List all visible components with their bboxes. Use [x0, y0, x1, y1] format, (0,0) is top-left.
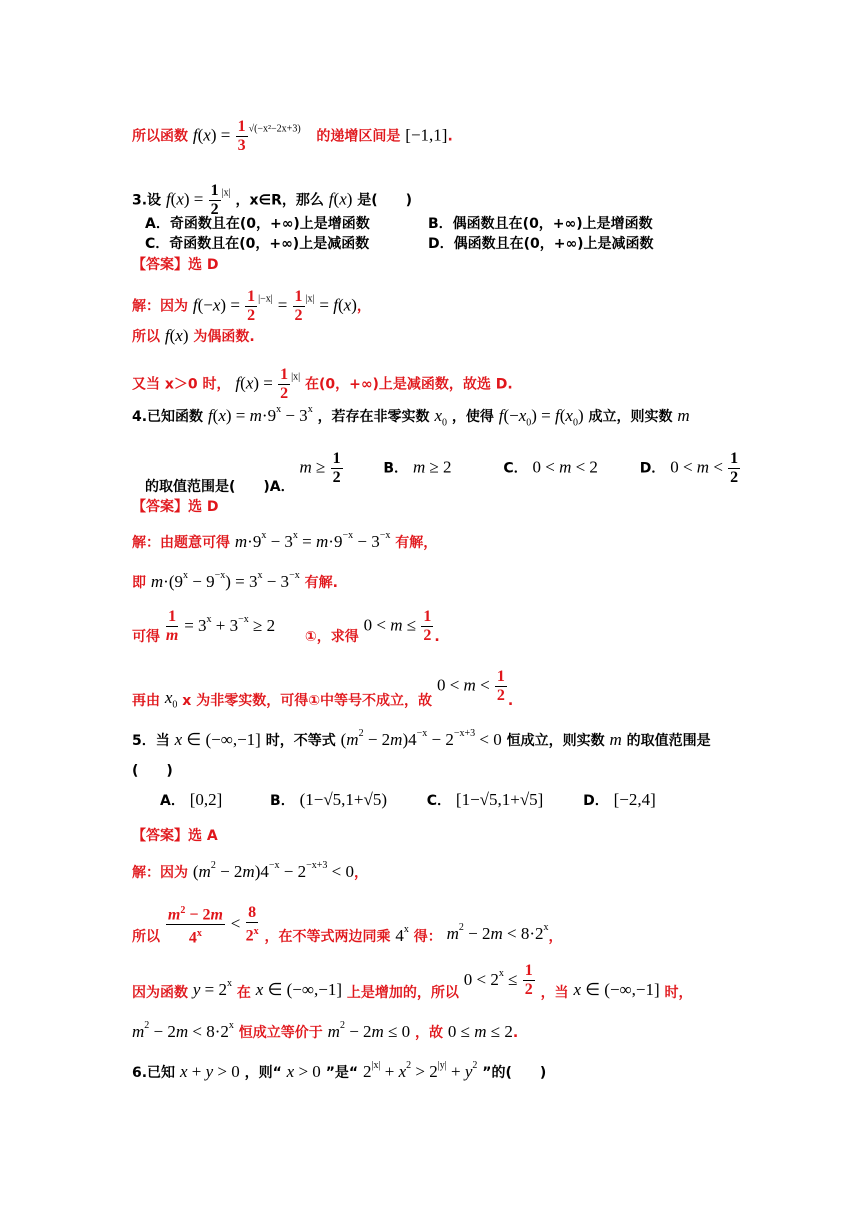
text: 即: [132, 575, 146, 591]
formula: =: [277, 295, 292, 315]
q3-solution-1: [132, 288, 371, 325]
text: 解：由题意可得: [132, 535, 230, 551]
text: 5．当: [132, 733, 170, 749]
formula: $m^2 - 2m < 8\cdot 2^x$: [446, 921, 549, 943]
line1: [132, 118, 453, 155]
text: 恒成立，则实数: [506, 733, 605, 749]
text: 时，: [664, 984, 693, 1001]
text: .: [512, 1025, 519, 1041]
formula: $x_0$: [434, 406, 447, 429]
q3-answer: 【答案】选 D: [132, 257, 219, 273]
formula: [−1,1]: [405, 125, 448, 145]
exponent: |x|: [221, 187, 231, 199]
text: 3.设: [132, 192, 162, 209]
text: ，x∈R，那么: [235, 192, 324, 209]
text: .: [447, 128, 453, 145]
text: 因为函数: [132, 984, 188, 1001]
fraction: $\frac{m^2 - 2m}{4^x}$: [166, 902, 225, 948]
q4-options: [145, 450, 741, 495]
formula: m: [677, 406, 690, 425]
text: C．: [503, 460, 528, 477]
formula: f(−x) =: [192, 295, 245, 315]
fraction: $\frac{1}{2}$: [423, 608, 432, 644]
formula: $m^2 - 2m \le 0$: [327, 1020, 411, 1041]
formula: 4$^x$: [395, 923, 409, 945]
fraction: $\frac{1}{2}$: [210, 182, 219, 218]
fraction: $\frac{1}{3}$: [237, 118, 246, 154]
formula: f(x): [328, 189, 353, 209]
text: 又当 x＞0 时，: [132, 376, 231, 393]
q4-solution-3: [132, 608, 440, 645]
formula: $f(-x_0) = f(x_0)$: [498, 406, 584, 429]
text: B．: [270, 793, 295, 809]
text: ，: [548, 928, 563, 945]
formula: 0 ≤ m ≤ 2: [447, 1022, 513, 1041]
text: 在(0，+∞)上是减函数，故选 D.: [305, 376, 513, 393]
text: ，故: [415, 1025, 444, 1041]
text: 所以: [132, 329, 160, 345]
text: 的递增区间是: [316, 128, 401, 145]
text: ，若存在非零实数: [317, 409, 430, 425]
fraction: $\frac{1}{2}$: [280, 366, 289, 402]
q5-options: [160, 790, 656, 810]
q3-option-d: D．偶函数且在(0，+∞)上是减函数: [428, 236, 654, 252]
exponent: |−x|: [258, 293, 273, 305]
text: ，在不等式两边同乘: [264, 928, 391, 945]
q4-answer: 【答案】选 D: [132, 499, 219, 515]
text: 有解，: [395, 535, 438, 551]
text: 的取值范围是( )A．: [145, 478, 295, 495]
formula: = $3^x + 3^{-x} \ge 2$: [184, 613, 276, 635]
fraction: $\frac{1}{m}$: [165, 608, 179, 644]
text: 解：因为: [132, 865, 188, 881]
q3-solution-2: [132, 326, 255, 346]
text: ”是“: [325, 1065, 359, 1081]
text: ，使得: [451, 409, 494, 425]
formula: $x_0$: [164, 687, 178, 710]
exponent: √(−x²−2x+3): [248, 123, 301, 135]
text: ，: [356, 298, 371, 315]
formula: m ≥: [299, 457, 330, 477]
formula: <: [230, 913, 245, 933]
formula: x > 0: [286, 1062, 321, 1081]
fraction: $\frac{1}{2}$: [332, 450, 341, 486]
text: 可得: [132, 628, 160, 645]
q3-solution-3: [132, 366, 513, 403]
text: 时，不等式: [265, 733, 336, 749]
formula: [1−√5,1+√5]: [455, 790, 544, 809]
text: 解：因为: [132, 298, 188, 315]
formula: $m\cdot(9^x - 9^{-x}) = 3^x - 3^{-x}$: [150, 570, 300, 591]
q4-solution-1: [132, 530, 437, 552]
formula: $(m^2 - 2m)4^{-x} - 2^{-x+3} < 0$: [192, 860, 354, 881]
q5-solution-2: [132, 902, 563, 948]
formula: m ≥ 2: [412, 457, 452, 477]
text: 是( ): [357, 192, 413, 209]
formula: x ∈ (−∞,−1]: [174, 730, 261, 749]
formula: $m^2 - 2m < 8\cdot 2^x$: [132, 1020, 234, 1041]
q4-solution-2: [132, 570, 338, 592]
text: .: [434, 628, 440, 645]
fraction: $\frac{1}{2}$: [496, 668, 505, 704]
text: ，当: [540, 984, 569, 1001]
q3-option-b: B．偶函数且在(0，+∞)上是增函数: [428, 216, 653, 232]
text: 恒成立等价于: [238, 1025, 323, 1041]
q3-option-c: C．奇函数且在(0，+∞)上是减函数: [145, 236, 370, 252]
q5-stem: [132, 728, 711, 750]
text: ①，求得: [304, 628, 359, 645]
q4-stem: [132, 404, 690, 428]
formula: $2^{|x|} + x^2 > 2^{|y|} + y^2$: [362, 1060, 478, 1081]
formula: $(m^2 - 2m)4^{-x} - 2^{-x+3} < 0$: [340, 728, 502, 749]
text: C．: [426, 793, 452, 809]
text: .: [507, 692, 514, 709]
text: 有解.: [304, 575, 338, 591]
text: B．: [383, 460, 409, 477]
formula: 0 < m <: [436, 675, 494, 695]
text: 上是增加的，所以: [346, 984, 459, 1001]
q5-answer: 【答案】选 A: [132, 828, 218, 844]
text: 6.已知: [132, 1065, 176, 1081]
formula: f(x) =: [192, 125, 235, 145]
formula: $0 < 2^x$ ≤: [463, 967, 522, 989]
q5-blank: ( ): [132, 763, 173, 779]
text: 再由: [132, 692, 160, 709]
q3-option-a: A．奇函数且在(0，+∞)上是增函数: [145, 216, 370, 232]
fraction: $\frac{8}{2^x}$: [245, 904, 259, 945]
q6-stem: [132, 1060, 546, 1082]
formula: x ∈ (−∞,−1]: [573, 979, 660, 999]
formula: x ∈ (−∞,−1]: [255, 979, 342, 999]
q5-solution-3: [132, 962, 693, 999]
text: 得：: [413, 928, 442, 945]
text: 所以函数: [132, 128, 188, 145]
formula: [0,2]: [189, 790, 223, 809]
formula: $y = 2^x$: [192, 977, 233, 999]
formula: m: [609, 730, 622, 749]
exponent: |x|: [305, 293, 315, 305]
text: 在: [236, 984, 251, 1001]
fraction: $\frac{1}{2}$: [524, 962, 533, 998]
formula: 0 < m <: [670, 457, 728, 477]
formula: 0 < m < 2: [532, 457, 598, 477]
text: ，则“: [244, 1065, 282, 1081]
text: 所以: [132, 928, 160, 945]
q4-solution-4: [132, 668, 514, 710]
text: D．: [583, 793, 609, 809]
fraction: $\frac{1}{2}$: [730, 450, 739, 486]
q5-solution-4: [132, 1020, 518, 1042]
formula: 0 < m ≤: [363, 615, 421, 635]
fraction: $\frac{1}{2}$: [247, 288, 256, 324]
formula: x + y > 0: [179, 1062, 240, 1081]
fraction: $\frac{1}{2}$: [294, 288, 303, 324]
formula: f(x): [164, 326, 189, 345]
exponent: |x|: [291, 371, 301, 383]
formula: f(x) =: [235, 373, 278, 393]
text: D．: [639, 460, 666, 477]
text: 的取值范围是: [626, 733, 711, 749]
q5-solution-1: [132, 860, 368, 882]
formula: (1−√5,1+√5): [299, 790, 388, 809]
text: 4.已知函数: [132, 409, 204, 425]
text: ”的( ): [482, 1065, 547, 1081]
text: 为偶函数.: [193, 329, 255, 345]
text: ，: [353, 865, 368, 881]
formula: $m\cdot 9^x - 3^x = m\cdot 9^{-x} - 3^{-x}$: [234, 530, 391, 551]
text: x 为非零实数，可得①中等号不成立，故: [182, 692, 433, 709]
text: A．: [160, 793, 185, 809]
formula: $f(x) = m\cdot 9^x - 3^x$: [207, 404, 313, 425]
formula: [−2,4]: [613, 790, 656, 809]
formula: f(x) =: [165, 189, 208, 209]
text: 成立，则实数: [588, 409, 673, 425]
formula: = f(x): [319, 295, 357, 315]
